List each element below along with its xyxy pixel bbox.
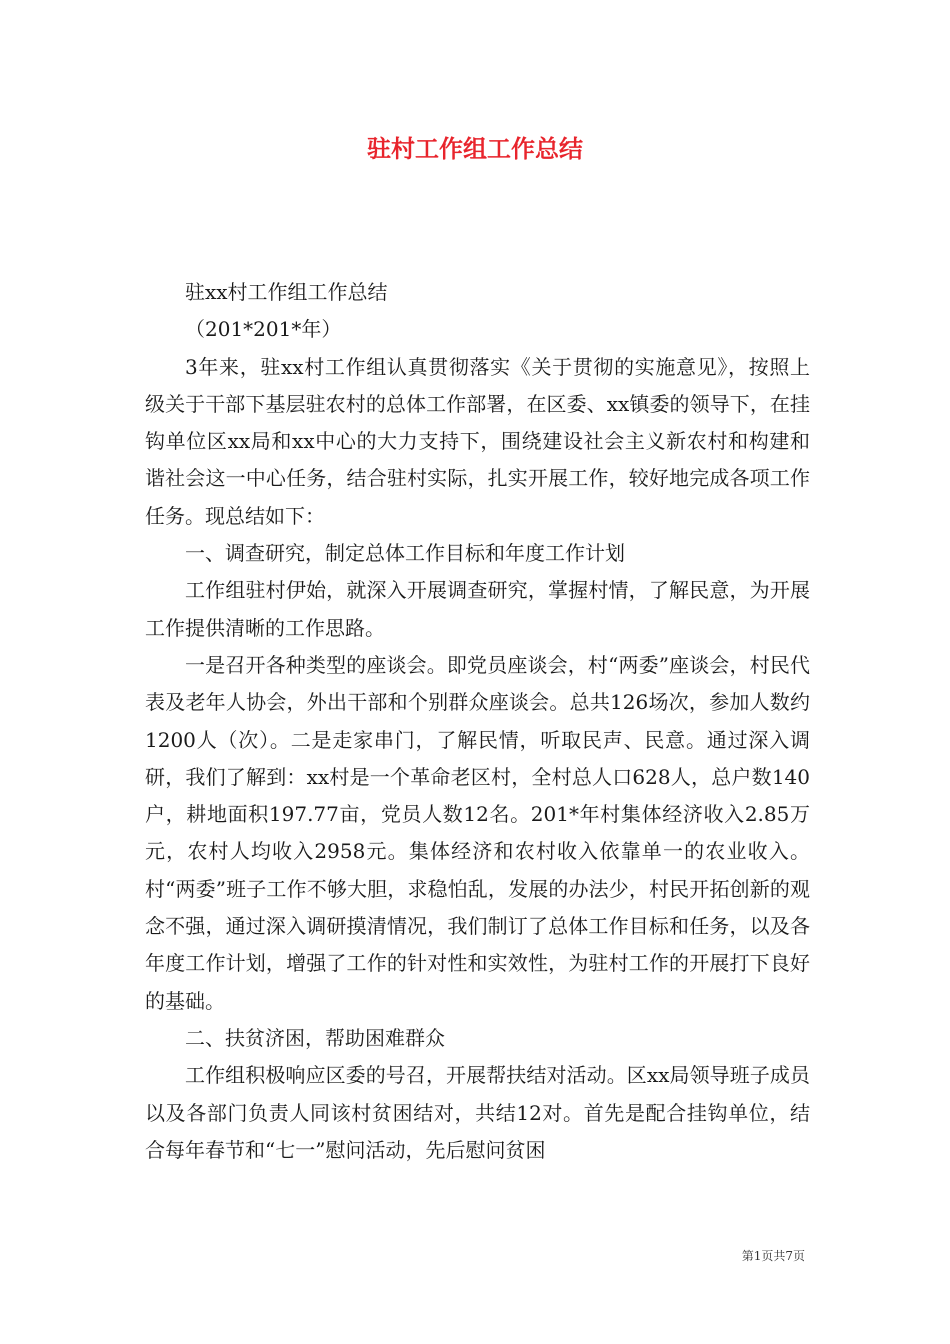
document-title: 驻村工作组工作总结 <box>367 135 583 163</box>
paragraph-years: （201*201*年） <box>185 317 342 342</box>
paragraph-meetings: 一是召开各种类型的座谈会。即党员座谈会，村“两委”座谈会，村民代表及老年人协会，外出干部和个别群众座谈会。总共126场次，参加人数约1200人（次）。二是走家串门，了解民情，听取民声、民意。通过深入调研，我们了解到：xx村是一个革命老区村，全村总人口628人，总户数140户，耕地面积197.77亩，党员人数12名。201*年村集体经济收入2.85万元，农村人均收入2958元。集体经济和农村收入依靠单一的农业收入。村“两委”班子工作不够大胆，求稳怕乱，发展的办法少，村民开拓创新的观念不强，通过深入调研摸清情况，我们制订了总体工作目标和任务，以及各年度工作计划，增强了工作的针对性和实效性，为驻村工作的开展打下良好的基础。 <box>145 652 810 1013</box>
paragraph-poverty-aid: 工作组积极响应区委的号召，开展帮扶结对活动。区xx局领导班子成员以及各部门负责人同该村贫困结对，共结12对。首先是配合挂钩单位，结合每年春节和“七一”慰问活动，先后慰问贫困 <box>145 1063 810 1162</box>
paragraph-research: 工作组驻村伊始，就深入开展调查研究，掌握村情，了解民意，为开展工作提供清晰的工作思路。 <box>145 578 810 640</box>
paragraph-intro: 3年来，驻xx村工作组认真贯彻落实《关于贯彻的实施意见》，按照上级关于干部下基层驻农村的总体工作部署，在区委、xx镇委的领导下，在挂钩单位区xx局和xx中心的大力支持下，围绕建设社会主义新农村和构建和谐社会这一中心任务，结合驻村实际，扎实开展工作，较好地完成各项工作任务。现总结如下： <box>145 354 810 528</box>
paragraph-heading: 驻xx村工作组工作总结 <box>185 280 388 304</box>
section-heading-2: 二、扶贫济困，帮助困难群众 <box>185 1025 445 1050</box>
document-body <box>145 274 810 1169</box>
section-heading-1: 一、调查研究，制定总体工作目标和年度工作计划 <box>185 541 625 566</box>
page-number: 第1页共7页 <box>741 1249 805 1263</box>
